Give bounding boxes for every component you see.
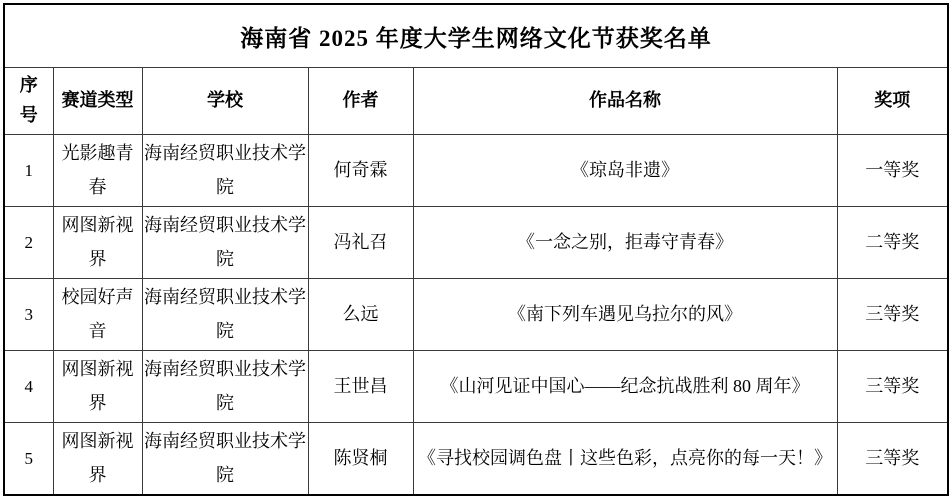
cell-no: 1 [4,135,53,207]
table-row [4,423,948,496]
cell-work: 《南下列车遇见乌拉尔的风》 [413,279,837,351]
cell-track: 光影趣青春 [53,135,142,207]
cell-school: 海南经贸职业技术学院 [142,351,308,423]
cell-award: 三等奖 [837,279,948,351]
cell-award: 三等奖 [837,351,948,423]
table-row [4,207,948,279]
table-row [4,135,948,207]
cell-no: 2 [4,207,53,279]
cell-school: 海南经贸职业技术学院 [142,207,308,279]
cell-work: 《琼岛非遗》 [413,135,837,207]
cell-author: 么远 [308,279,413,351]
column-header-work: 作品名称 [413,68,837,135]
table-row [4,279,948,351]
cell-work: 《山河见证中国心——纪念抗战胜利 80 周年》 [413,351,837,423]
cell-track: 网图新视界 [53,423,142,496]
cell-award: 三等奖 [837,423,948,496]
page-title: 海南省 2025 年度大学生网络文化节获奖名单 [4,4,948,68]
column-header-row [4,68,948,135]
cell-school: 海南经贸职业技术学院 [142,279,308,351]
cell-author: 陈贤桐 [308,423,413,496]
cell-track: 网图新视界 [53,351,142,423]
table-row [4,351,948,423]
cell-author: 冯礼召 [308,207,413,279]
column-header-no: 序号 [4,68,53,135]
cell-award: 一等奖 [837,135,948,207]
cell-work: 《一念之别，拒毒守青春》 [413,207,837,279]
column-header-author: 作者 [308,68,413,135]
cell-no: 3 [4,279,53,351]
cell-work: 《寻找校园调色盘丨这些色彩，点亮你的每一天！》 [413,423,837,496]
cell-track: 校园好声音 [53,279,142,351]
cell-award: 二等奖 [837,207,948,279]
column-header-track: 赛道类型 [53,68,142,135]
cell-no: 4 [4,351,53,423]
cell-no: 5 [4,423,53,496]
column-header-award: 奖项 [837,68,948,135]
award-table [3,3,949,496]
cell-track: 网图新视界 [53,207,142,279]
cell-author: 何奇霖 [308,135,413,207]
cell-author: 王世昌 [308,351,413,423]
column-header-school: 学校 [142,68,308,135]
cell-school: 海南经贸职业技术学院 [142,423,308,496]
title-row [4,4,948,68]
cell-school: 海南经贸职业技术学院 [142,135,308,207]
